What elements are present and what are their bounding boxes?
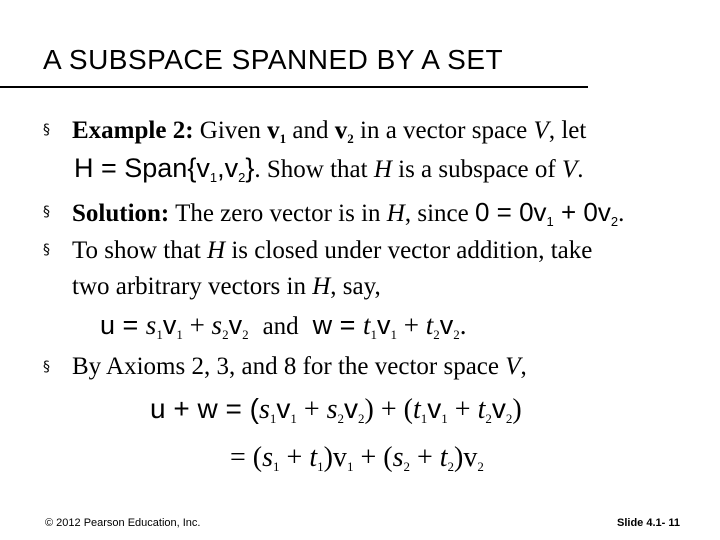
bullet-4-text-2: ,: [520, 353, 527, 380]
w-v2: v: [439, 310, 454, 340]
eq2-plus-1: +: [279, 442, 310, 473]
bullet-2-text-2: , since: [404, 200, 475, 227]
eq1-s2-sub: 2: [337, 411, 345, 426]
zero-expr-sub1: 1: [546, 214, 554, 229]
bullet-3-text-2: is closed under vector addition, take: [225, 237, 593, 264]
subspace-H: H: [373, 156, 392, 183]
u-plus: +: [182, 310, 212, 340]
footer-slide-number: Slide 4.1- 11: [617, 517, 680, 529]
eq2-v2-sub: 2: [477, 459, 484, 474]
subspace-H-b3: H: [207, 237, 226, 264]
eq2-mid: + (: [353, 442, 393, 473]
scalar-s1-sub: 1: [156, 327, 163, 342]
span-sub-1: 1: [209, 170, 218, 185]
bullet-1-text-6: .: [577, 156, 584, 183]
zero-expr-b: + 0v: [553, 197, 611, 227]
bullet-1-text-4: . Show that: [254, 156, 374, 183]
eq1-v1-sub: 1: [290, 411, 297, 426]
uw-and: and: [262, 313, 299, 340]
bullet-1-line-1: [72, 118, 586, 145]
eq1-s1: s: [258, 394, 270, 425]
vector-v2-sub: 2: [347, 131, 354, 146]
footer-copyright: © 2012 Pearson Education, Inc.: [45, 517, 201, 529]
vector-v2: v: [334, 117, 348, 144]
u-v2: v: [228, 310, 243, 340]
eq1-mid: ) + (: [364, 394, 413, 425]
u-expr: u =: [100, 310, 146, 340]
eq1-v4: v: [491, 393, 506, 424]
zero-expr-sub2: 2: [610, 214, 619, 229]
eq2-s1-sub: 1: [273, 459, 280, 474]
span-comma: ,v: [217, 153, 239, 183]
span-expression: H = Span{v: [74, 153, 210, 183]
scalar-t2: t: [425, 310, 434, 340]
zero-expr-a: 0 = 0v: [474, 197, 547, 227]
scalar-t2-sub: 2: [433, 327, 440, 342]
eq1-plus-2: +: [447, 394, 478, 425]
bullet-2-text-3: .: [618, 200, 625, 227]
bullet-1-text-5: is a subspace of: [391, 156, 562, 183]
eq1-t2: t: [477, 394, 486, 425]
eq2-t1: t: [309, 442, 318, 473]
bullet-marker-2: §: [43, 204, 50, 220]
eq1-s1-sub: 1: [269, 411, 277, 426]
solution-label: Solution:: [72, 200, 170, 227]
u-v1-sub: 1: [176, 327, 183, 342]
scalar-s2: s: [211, 310, 223, 340]
subspace-H-b2: H: [386, 200, 405, 227]
eq2-v2: )v: [454, 442, 478, 473]
uw-definitions: [100, 312, 466, 341]
subspace-H-b3b: H: [312, 273, 331, 300]
w-plus: +: [396, 310, 426, 340]
span-sub-2: 2: [238, 170, 246, 185]
eq2-v1-sub: 1: [346, 459, 354, 474]
w-v2-sub: 2: [453, 327, 460, 342]
vector-v1: v: [267, 117, 280, 144]
scalar-t1: t: [362, 310, 371, 340]
eq2-s1: s: [262, 442, 274, 473]
bullet-marker-4: §: [43, 359, 50, 375]
slide-title: A SUBSPACE SPANNED BY A SET: [43, 44, 504, 75]
space-V-2: V: [561, 156, 578, 183]
bullet-1-and: and: [286, 117, 335, 144]
eq1-t1: t: [413, 394, 421, 425]
eq1-t1-sub: 1: [420, 411, 428, 426]
space-V-b4: V: [505, 353, 521, 380]
span-close: }: [245, 153, 255, 183]
eq2-s2: s: [392, 442, 404, 473]
bullet-3-line-2: [72, 274, 381, 299]
bullet-1-line-2: [74, 155, 584, 184]
bullet-3-line-1: [72, 238, 592, 263]
bullet-1-text-3: , let: [548, 117, 587, 144]
w-v1-sub: 1: [390, 327, 397, 342]
vector-v1-sub: 1: [279, 131, 287, 146]
eq1-v2-sub: 2: [358, 411, 365, 426]
equation-line-2: [230, 444, 484, 473]
scalar-t1-sub: 1: [370, 327, 377, 342]
eq2-eq: = (: [230, 442, 263, 473]
eq1-end: ): [512, 394, 522, 425]
equation-line-1: [150, 395, 522, 425]
eq1-t2-sub: 2: [485, 411, 492, 426]
eq2-plus-2: +: [409, 442, 440, 473]
bullet-3-text-4: , say,: [330, 273, 381, 300]
eq2-s2-sub: 2: [403, 459, 410, 474]
eq2-t1-sub: 1: [317, 459, 324, 474]
eq1-v3-sub: 1: [441, 411, 448, 426]
bullet-marker-1: §: [43, 122, 50, 138]
eq2-t2: t: [439, 442, 448, 473]
space-V: V: [533, 117, 549, 144]
eq1-lhs: u + w = (: [150, 393, 259, 424]
eq1-v4-sub: 2: [505, 411, 513, 426]
u-v1: v: [162, 310, 177, 340]
bullet-4-line: [72, 354, 527, 379]
eq1-v2: v: [344, 393, 359, 424]
bullet-marker-3: §: [43, 242, 50, 258]
u-v2-sub: 2: [242, 327, 249, 342]
scalar-s2-sub: 2: [222, 327, 229, 342]
title-underline: [0, 86, 588, 88]
example-label: Example 2:: [72, 117, 194, 144]
bullet-3-text: To show that: [72, 237, 208, 264]
bullet-1-text-2: in a vector space: [353, 117, 534, 144]
eq2-v1: )v: [323, 442, 347, 473]
bullet-2-line: [72, 199, 624, 228]
eq1-v3: v: [427, 393, 442, 424]
w-expr: w =: [312, 310, 363, 340]
w-v1: v: [376, 310, 391, 340]
scalar-s1: s: [145, 310, 157, 340]
eq1-v1: v: [276, 393, 291, 424]
uw-end: .: [459, 310, 467, 340]
eq1-plus-1: +: [296, 394, 327, 425]
bullet-2-text: The zero vector is in: [169, 200, 387, 227]
bullet-4-text: By Axioms 2, 3, and 8 for the vector space: [72, 353, 506, 380]
eq2-t2-sub: 2: [447, 459, 455, 474]
bullet-1-text: Given: [193, 117, 268, 144]
bullet-3-text-3: two arbitrary vectors in: [72, 273, 313, 300]
eq1-s2: s: [326, 394, 338, 425]
